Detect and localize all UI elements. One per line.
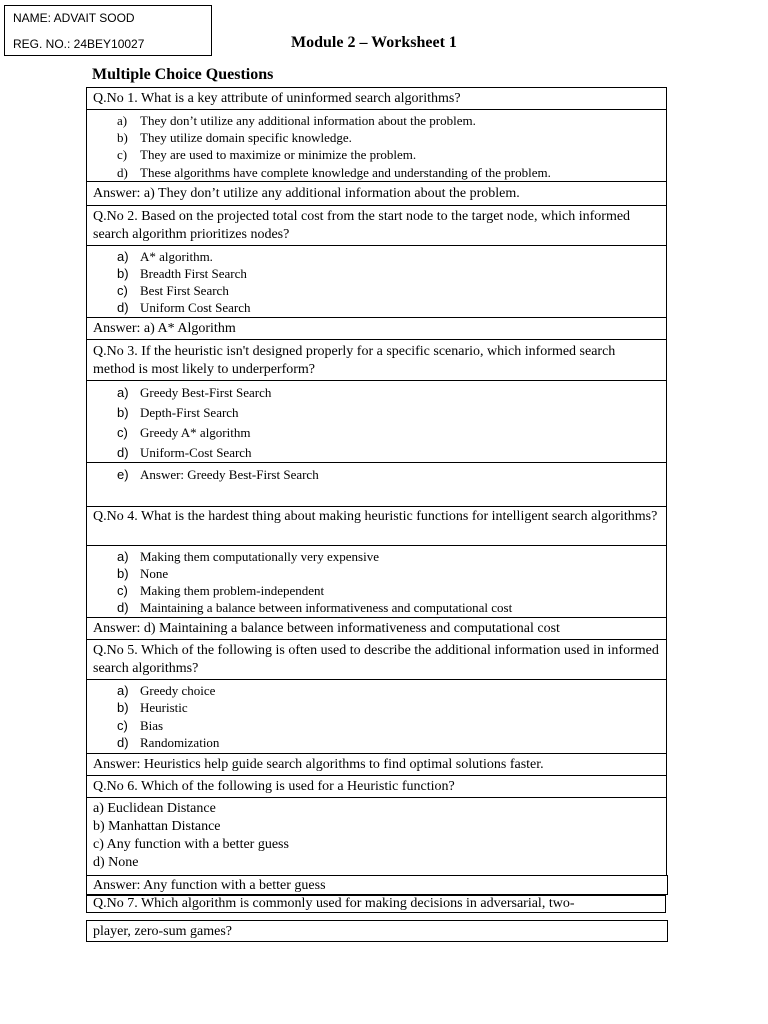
q4-option-d: d) Maintaining a balance between informativeness and computational cost bbox=[117, 600, 513, 615]
q4-option-a: a) Making them computationally very expensive bbox=[117, 549, 379, 564]
q3-option-d: d) Uniform-Cost Search bbox=[117, 445, 252, 460]
registration-number: REG. NO.: 24BEY10027 bbox=[13, 37, 145, 51]
q6-option-c: c) Any function with a better guess bbox=[93, 837, 289, 852]
student-name: NAME: ADVAIT SOOD bbox=[13, 11, 135, 25]
q6-answer-cell bbox=[86, 875, 668, 895]
q1-option-d: d) These algorithms have complete knowledge and understanding of the problem. bbox=[117, 165, 551, 180]
q7-question-line1: Q.No 7. Which algorithm is commonly used for making decisions in adversarial, two- bbox=[93, 896, 575, 911]
q5-option-c: c) Bias bbox=[117, 718, 164, 733]
q2-option-b: b) Breadth First Search bbox=[117, 266, 247, 281]
q3-option-c: c) Greedy A* algorithm bbox=[117, 425, 251, 440]
q6-question: Q.No 6. Which of the following is used for a Heuristic function? bbox=[93, 779, 455, 794]
q4-answer: Answer: d) Maintaining a balance between informativeness and computational cost bbox=[93, 621, 560, 636]
q6-option-b: b) Manhattan Distance bbox=[93, 819, 221, 834]
q1-option-b: b) They utilize domain specific knowledge. bbox=[117, 130, 352, 145]
q4-option-c: c) Making them problem-independent bbox=[117, 583, 325, 598]
q4-options-cell bbox=[86, 545, 667, 617]
q5-answer-cell bbox=[86, 753, 667, 775]
q2-option-a: a) A* algorithm. bbox=[117, 249, 213, 264]
q6-option-a: a) Euclidean Distance bbox=[93, 801, 216, 816]
q3-question-cell bbox=[86, 339, 667, 380]
q5-question: Q.No 5. Which of the following is often used to describe the additional information used in informed search algorithms? bbox=[93, 643, 659, 676]
q2-question: Q.No 2. Based on the projected total cost from the start node to the target node, which informed search algorithm prioritizes nodes? bbox=[93, 209, 631, 242]
q3-options-cell bbox=[86, 380, 667, 462]
q3-answer-cell bbox=[86, 462, 667, 506]
q6-question-cell bbox=[86, 775, 667, 797]
q5-option-d: d) Randomization bbox=[117, 735, 220, 750]
q5-question-cell bbox=[86, 639, 667, 679]
q3-option-a: a) Greedy Best-First Search bbox=[117, 385, 272, 400]
student-info-box bbox=[4, 5, 212, 56]
q7-question-cell-line1 bbox=[86, 895, 666, 913]
q1-question-cell bbox=[86, 87, 667, 109]
q4-question-cell bbox=[86, 506, 667, 545]
q6-options-cell bbox=[86, 797, 667, 875]
q1-answer-cell bbox=[86, 181, 667, 205]
q2-option-d: d) Uniform Cost Search bbox=[117, 300, 251, 315]
q1-options-cell bbox=[86, 109, 667, 181]
q2-option-c: c) Best First Search bbox=[117, 283, 229, 298]
q2-answer: Answer: a) A* Algorithm bbox=[93, 321, 236, 336]
q5-option-a: a) Greedy choice bbox=[117, 683, 216, 698]
q6-answer: Answer: Any function with a better guess bbox=[93, 878, 326, 893]
worksheet-title: Module 2 – Worksheet 1 bbox=[291, 34, 457, 51]
q4-answer-cell bbox=[86, 617, 667, 639]
q5-option-b: b) Heuristic bbox=[117, 700, 188, 715]
q3-answer: e) Answer: Greedy Best-First Search bbox=[117, 467, 319, 482]
q7-question-line2: player, zero-sum games? bbox=[93, 924, 232, 939]
q1-option-a: a) They don’t utilize any additional information about the problem. bbox=[117, 113, 476, 128]
q1-option-c: c) They are used to maximize or minimize the problem. bbox=[117, 147, 417, 162]
q3-question: Q.No 3. If the heuristic isn't designed properly for a specific scenario, which informed search method is most likely to underperform? bbox=[93, 344, 616, 377]
q5-answer: Answer: Heuristics help guide search algorithms to find optimal solutions faster. bbox=[93, 757, 544, 772]
q6-option-d: d) None bbox=[93, 855, 139, 870]
q5-options-cell bbox=[86, 679, 667, 753]
q2-answer-cell bbox=[86, 317, 667, 339]
q4-option-b: b) None bbox=[117, 566, 169, 581]
q2-options-cell bbox=[86, 245, 667, 317]
q7-question-cell-line2 bbox=[86, 920, 668, 942]
q1-answer: Answer: a) They don’t utilize any additional information about the problem. bbox=[93, 186, 520, 201]
section-heading: Multiple Choice Questions bbox=[92, 66, 274, 83]
q2-question-cell bbox=[86, 205, 667, 245]
q1-question: Q.No 1. What is a key attribute of uninformed search algorithms? bbox=[93, 91, 461, 106]
q4-question: Q.No 4. What is the hardest thing about making heuristic functions for intelligent search algorithms? bbox=[93, 509, 658, 524]
q3-option-b: b) Depth-First Search bbox=[117, 405, 239, 420]
